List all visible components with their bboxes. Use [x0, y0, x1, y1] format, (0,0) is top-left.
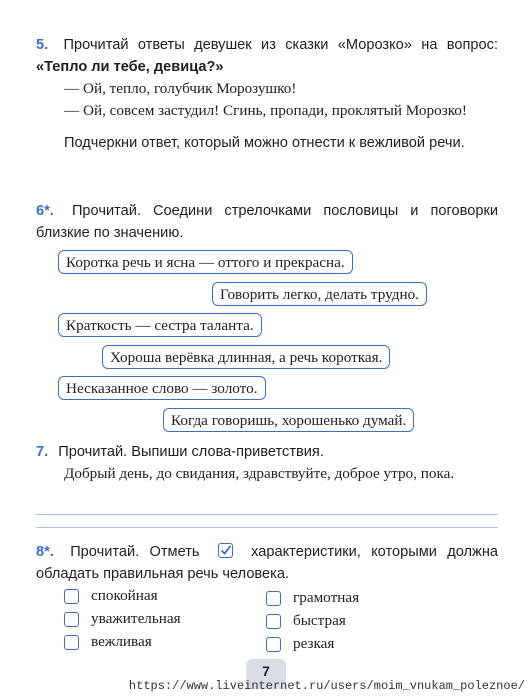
task-5-question: «Тепло ли тебе, девица?»	[36, 59, 224, 75]
option-right-1[interactable]	[266, 587, 359, 609]
option-left-3[interactable]	[64, 631, 152, 653]
proverb-card-6[interactable]: Когда говоришь, хорошенько думай.	[163, 408, 414, 432]
task-8-text-after: характеристики, которыми должна обладать правильная речь человека.	[36, 544, 498, 582]
task-7-text: Прочитай. Выпиши слова-приветствия.	[58, 444, 324, 460]
answer-line-1[interactable]	[36, 514, 498, 515]
task-5-line: Прочитай ответы девушек из сказки «Морозко» на вопрос:	[63, 37, 498, 53]
checkbox[interactable]	[64, 635, 79, 650]
task-6-intro	[36, 200, 498, 244]
option-label: быстрая	[293, 612, 346, 629]
task-5-answer-2: — Ой, совсем застудил! Сгинь, пропади, проклятый Морозко!	[64, 102, 467, 119]
proverb-card-2[interactable]: Говорить легко, делать трудно.	[212, 282, 427, 306]
task-7-number: 7.	[36, 444, 49, 460]
option-label: грамотная	[293, 589, 360, 606]
page-number: 7	[246, 659, 286, 689]
task-8-number: 8*.	[36, 544, 54, 560]
checkbox[interactable]	[64, 612, 79, 627]
checkbox[interactable]	[266, 637, 281, 652]
task-8-text-before: Прочитай. Отметь	[70, 544, 200, 560]
option-right-2[interactable]	[266, 610, 346, 632]
task-7-words: Добрый день, до свидания, здравствуйте, доброе утро, пока.	[64, 465, 455, 482]
watermark-url: https://www.liveinternet.ru/users/moim_vnukam_poleznoe/	[128, 679, 525, 693]
proverb-card-1[interactable]: Коротка речь и ясна — оттого и прекрасна.	[58, 250, 353, 274]
task-7	[36, 441, 498, 485]
task-6	[36, 200, 498, 244]
checkbox[interactable]	[266, 591, 281, 606]
proverb-card-5[interactable]: Несказанное слово — золото.	[58, 376, 266, 400]
option-label: резкая	[293, 635, 335, 652]
task-6-number: 6*.	[36, 203, 54, 219]
option-label: спокойная	[91, 587, 158, 604]
task-5	[36, 34, 498, 154]
option-label: вежливая	[91, 633, 152, 650]
task-8	[36, 541, 498, 585]
checkbox[interactable]	[266, 614, 281, 629]
task-8-intro	[36, 541, 498, 585]
option-left-2[interactable]	[64, 608, 181, 630]
option-right-3[interactable]	[266, 633, 334, 655]
proverb-card-3[interactable]: Краткость — сестра таланта.	[58, 313, 262, 337]
task-7-intro	[36, 441, 498, 463]
checkbox[interactable]	[64, 589, 79, 604]
proverb-card-4[interactable]: Хороша верёвка длинная, а речь короткая.	[102, 345, 390, 369]
task-5-answer-1: — Ой, тепло, голубчик Морозушко!	[64, 80, 297, 97]
task-5-intro	[36, 34, 498, 78]
option-label: уважительная	[91, 610, 181, 627]
option-left-1[interactable]	[64, 585, 158, 607]
task-6-text: Прочитай. Соедини стрелочками пословицы и поговорки близкие по значению.	[36, 203, 498, 241]
task-5-number: 5.	[36, 37, 49, 53]
checkmark-sample-icon	[218, 543, 233, 558]
answer-line-2[interactable]	[36, 527, 498, 528]
task-5-instruction: Подчеркни ответ, который можно отнести к вежливой речи.	[64, 135, 465, 151]
